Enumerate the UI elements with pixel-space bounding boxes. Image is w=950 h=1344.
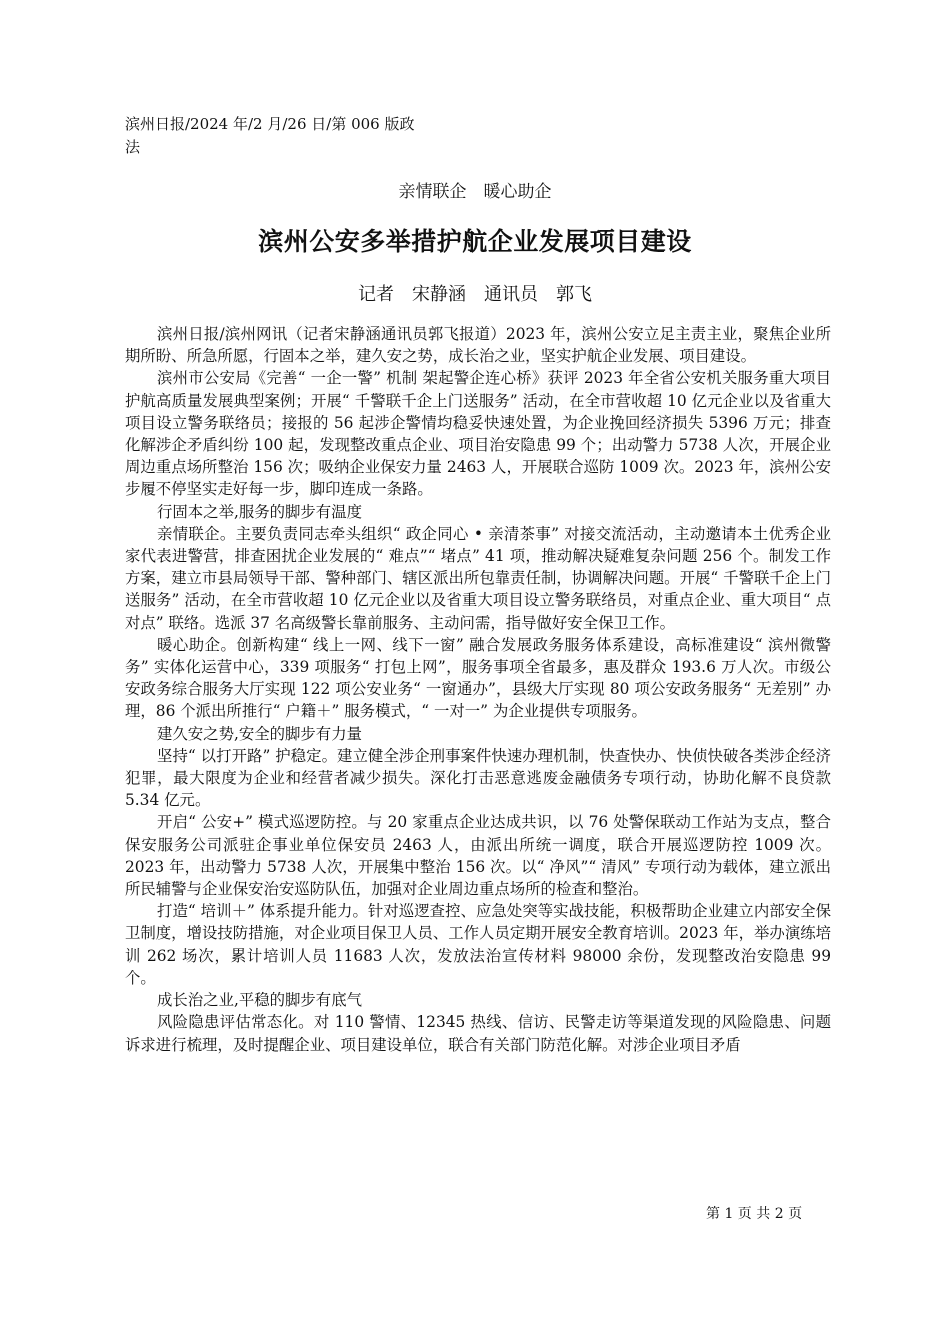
article-body (125, 323, 831, 1056)
section-heading-stability: 成长治之业,平稳的脚步有底气 (157, 991, 362, 1010)
paragraph-risk: 风险隐患评估常态化。对 110 警情、12345 热线、信访、民警走访等渠道发现的风险隐患、问题诉求进行梳理，及时提醒企业、项目建设单位，联合有关部门防范化解。对涉企业项目矛盾 (125, 1013, 831, 1054)
section-heading-service: 行固本之举,服务的脚步有温度 (157, 502, 362, 521)
page-title: 滨州公安多举措护航企业发展项目建设 (258, 227, 692, 256)
page-number: 第 1 页 共 2 页 (706, 1206, 803, 1222)
paragraph-crackdown: 坚持“ 以打开路” 护稳定。建立健全涉企刑事案件快速办理机制，快查快办、快侦快破各类涉企经济犯罪，最大限度为企业和经营者减少损失。深化打击恶意逃废金融债务专项行动，协助化解不良贷款 5.34 亿元。 (125, 746, 831, 810)
paragraph-affection: 亲情联企。主要负责同志牵头组织“ 政企同心 • 亲清茶事” 对接交流活动，主动邀请本土优秀企业家代表进警营，排查困扰企业发展的“ 难点”“ 堵点” 41 项，推动解决疑难复杂问题 256 个。制发工作方案，建立市县局领导干部、警种部门、辖区派出所包靠责任制，协调解决问题。开展“ 千警联千企上门送服务” 活动，在全市营收超 10 亿元企业以及省重大项目设立警务联络员，对重点企业、重大项目“ 点对点” 联络。选派 37 名高级警长靠前服务、主动问需，指导做好安全保卫工作。 (125, 524, 831, 632)
paragraph-patrol: 开启“ 公安+” 模式巡逻防控。与 20 家重点企业达成共识，以 76 处警保联动工作站为支点，整合保安服务公司派驻企事业单位保安员 2463 人，由派出所统一调度，联合开展巡逻防控 1009 次。2023 年，出动警力 5738 人次，开展集中整治 156 次。以“ 净风”“ 清风” 专项行动为载体，建立派出所民辅警与企业保安治安巡防队伍，加强对企业周边重点场所的检查和整治。 (125, 813, 831, 899)
paragraph-intro: 滨州日报/滨州网讯（记者宋静涵通讯员郭飞报道）2023 年，滨州公安立足主责主业，聚焦企业所期所盼、所急所愿，行固本之举，建久安之势，成长治之业，坚实护航企业发展、项目建设。 (125, 325, 831, 366)
section-heading-security: 建久安之势,安全的脚步有力量 (157, 724, 362, 743)
subtitle: 亲情联企 暖心助企 (398, 182, 552, 202)
source-line: 滨州日报/2024 年/2 月/26 日/第 006 版政法 (125, 115, 415, 156)
paragraph-summary: 滨州市公安局《完善“ 一企一警” 机制 架起警企连心桥》获评 2023 年全省公安机关服务重大项目护航高质量发展典型案例；开展“ 千警联千企上门送服务” 活动，在全市营收超 10 亿元企业以及省重大项目设立警务联络员；接报的 56 起涉企警情均稳妥快速处置，为企业挽回经济损失 5396 万元；排查化解涉企矛盾纠纷 100 起，发现整改重点企业、项目治安隐患 99 个；出动警力 5738 人次，开展企业周边重点场所整治 156 次；吸纳企业保安力量 2463 人，开展联合巡防 1009 次。2023 年，滨州公安步履不停坚实走好每一步，脚印连成一条路。 (125, 369, 831, 499)
paragraph-warm-help: 暖心助企。创新构建“ 线上一网、线下一窗” 融合发展政务服务体系建设，高标准建设“ 滨州微警务” 实体化运营中心，339 项服务“ 打包上网”，服务事项全省最多，惠及群众 193.6 万人次。市级公安政务综合服务大厅实现 122 项公安业务“ 一窗通办”，县级大厅实现 80 项公安政务服务“ 无差别” 办理，86 个派出所推行“ 户籍＋” 服务模式，“ 一对一” 为企业提供专项服务。 (125, 635, 831, 721)
paragraph-training: 打造“ 培训＋” 体系提升能力。针对巡逻查控、应急处突等实战技能，积极帮助企业建立内部安全保卫制度，增设技防措施，对企业项目保卫人员、工作人员定期开展安全教育培训。2023 年，举办演练培训 262 场次，累计培训人员 11683 人次，发放法治宣传材料 98000 余份，发现整改治安隐患 99 个。 (125, 902, 831, 987)
byline: 记者 宋静涵 通讯员 郭飞 (358, 284, 592, 305)
